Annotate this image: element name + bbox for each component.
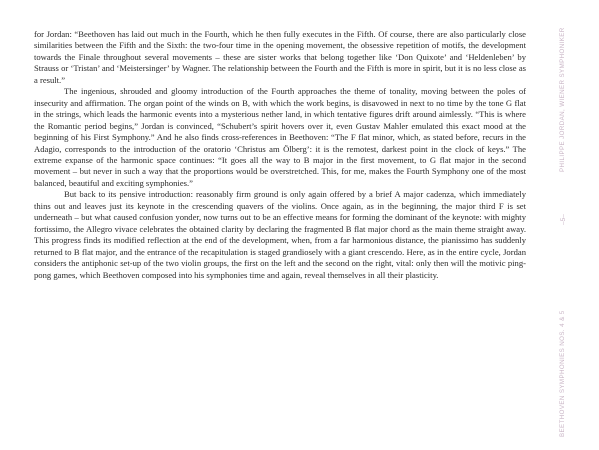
page-number: –5– bbox=[560, 214, 567, 225]
paragraph-3: But back to its pensive introduction: reasonably firm ground is only again offered by a brief A major cadenza, which immediately thins out and leaves just its keynote in the crescending quavers of the violins. Once again, as in the beginning, the major third F is set underneath – but what caused confusion yonder, now turns out to be an effective means for forming the dominant of the keynote: with mighty fortissimo, the Allegro vivace celebrates the obtained clarity by declaring the fragmented B flat major chord as the main theme straight away. This progress finds its modified reflection at the end of the development, when, from a far harmonious distance, the pianissimo has suddenly returned to B flat major, and the entrance of the recapitulation is staged grandiosely with a giant crescendo. Here, as in the entire cycle, Jordan considers the antiphonic set-up of the two violin groups, the first on the left and the second on the right, vital: only then will the motivic ping-pong games, which Beethoven composed into his symphonies time and again, reveal themselves in all their plasticity. bbox=[34, 189, 526, 280]
paragraph-2: The ingenious, shrouded and gloomy introduction of the Fourth approaches the theme of tonality, moving between the poles of insecurity and affirmation. The organ point of the winds on B, with which the work begins, is disavowed in next to no time by the tone G flat in the strings, which leads the harmonic events into a mysterious nether land, in which tentative figures drift around aimlessly. “This is where the Romantic period begins,” Jordan is convinced, “Schubert’s spirit hovers over it, even Gustav Mahler emulated this exact mood at the beginning of his First Symphony.” And he also finds cross-references in Beethoven: “The F flat minor, which, as stated before, recurs in the Adagio, corresponds to the introduction of the oratorio ‘Christus am Ölberg’: it is the remotest, darkest point in the clock of keys.” The extreme expanse of the harmonic space continues: “It goes all the way to B major in the first movement, to G flat major in the second movement – but never in such a way that the proportions would be overstretched. This, for me, makes the Fourth Symphony one of the most balanced, beautiful and exciting symphonies.” bbox=[34, 86, 526, 188]
running-head-bottom: BEETHOVEN SYMPHONIES NOS. 4 & 5 bbox=[559, 310, 566, 437]
body-text bbox=[34, 29, 526, 281]
paragraph-1: for Jordan: “Beethoven has laid out much in the Fourth, which he then fully executes in the Fifth. Of course, there are also particularly close similarities between the Fifth and the Sixth: the two-four time in the opening movement, the obsessive repetition of motifs, the development towards the Finale throughout several movements – these are sister works that belong together like ‘Don Quixote’ and ‘Heldenleben’ by Strauss or ‘Tristan’ and ‘Meistersinger’ by Wagner. The relationship between the Fourth and the Fifth is more in spirit, but it is no less close as a result.” bbox=[34, 29, 526, 85]
running-head-top: PHILIPPE JORDAN, WIENER SYMPHONIKER bbox=[559, 27, 566, 172]
